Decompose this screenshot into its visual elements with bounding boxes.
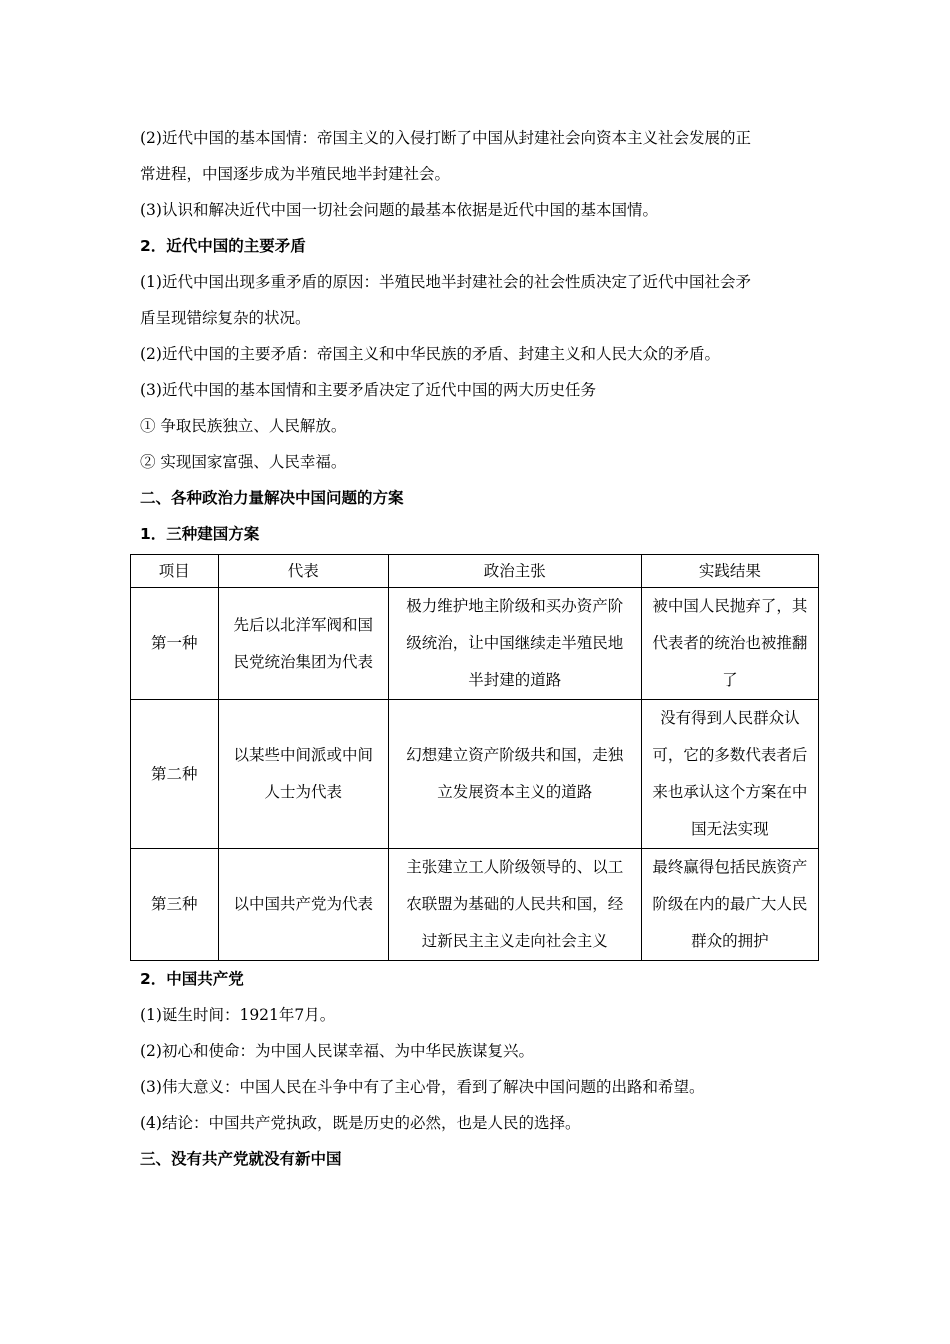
header-practice-result: 实践结果 bbox=[641, 555, 818, 588]
header-item: 项目 bbox=[131, 555, 219, 588]
contradiction-cause-line1: (1)近代中国出现多重矛盾的原因：半殖民地半封建社会的社会性质决定了近代中国社会矛 bbox=[140, 273, 751, 291]
cell-representative: 以某些中间派或中间人士为代表 bbox=[218, 700, 388, 849]
table-header-row bbox=[131, 555, 819, 588]
cell-political-claim: 幻想建立资产阶级共和国，走独立发展资本主义的道路 bbox=[388, 700, 641, 849]
contradiction-cause-line2: 盾呈现错综复杂的状况。 bbox=[140, 309, 311, 327]
cell-political-claim: 主张建立工人阶级领导的、以工农联盟为基础的人民共和国，经过新民主主义走向社会主义 bbox=[388, 849, 641, 961]
cell-practice-result: 被中国人民抛弃了，其代表者的统治也被推翻了 bbox=[641, 588, 818, 700]
table-row bbox=[131, 588, 819, 700]
cell-item: 第二种 bbox=[131, 700, 219, 849]
cpc-founding-time: (1)诞生时间：1921年7月。 bbox=[140, 1006, 336, 1024]
table-row bbox=[131, 700, 819, 849]
historical-task-2: ② 实现国家富强、人民幸福。 bbox=[140, 453, 347, 471]
nation-building-plans-table bbox=[130, 554, 819, 961]
cell-political-claim: 极力维护地主阶级和买办资产阶级统治，让中国继续走半殖民地半封建的道路 bbox=[388, 588, 641, 700]
document-page bbox=[140, 120, 820, 1177]
main-contradiction-heading: 2．近代中国的主要矛盾 bbox=[140, 237, 306, 255]
cell-item: 第三种 bbox=[131, 849, 219, 961]
part2-heading: 二、各种政治力量解决中国问题的方案 bbox=[140, 489, 404, 507]
cell-practice-result: 没有得到人民群众认可，它的多数代表者后来也承认这个方案在中国无法实现 bbox=[641, 700, 818, 849]
cell-item: 第一种 bbox=[131, 588, 219, 700]
cpc-conclusion: (4)结论：中国共产党执政，既是历史的必然，也是人民的选择。 bbox=[140, 1114, 581, 1132]
cpc-mission: (2)初心和使命：为中国人民谋幸福、为中华民族谋复兴。 bbox=[140, 1042, 534, 1060]
historical-task-1: ① 争取民族独立、人民解放。 bbox=[140, 417, 347, 435]
basic-condition-basis: (3)认识和解决近代中国一切社会问题的最基本依据是近代中国的基本国情。 bbox=[140, 201, 658, 219]
cell-representative: 以中国共产党为代表 bbox=[218, 849, 388, 961]
cpc-significance: (3)伟大意义：中国人民在斗争中有了主心骨，看到了解决中国问题的出路和希望。 bbox=[140, 1078, 705, 1096]
table-row bbox=[131, 849, 819, 961]
header-representative: 代表 bbox=[218, 555, 388, 588]
cell-representative: 先后以北洋军阀和国民党统治集团为代表 bbox=[218, 588, 388, 700]
basic-condition-line1: (2)近代中国的基本国情：帝国主义的入侵打断了中国从封建社会向资本主义社会发展的正 bbox=[140, 129, 751, 147]
historical-tasks-intro: (3)近代中国的基本国情和主要矛盾决定了近代中国的两大历史任务 bbox=[140, 381, 596, 399]
main-contradictions: (2)近代中国的主要矛盾：帝国主义和中华民族的矛盾、封建主义和人民大众的矛盾。 bbox=[140, 345, 720, 363]
basic-condition-line2: 常进程，中国逐步成为半殖民地半封建社会。 bbox=[140, 165, 451, 183]
header-political-claim: 政治主张 bbox=[388, 555, 641, 588]
cell-practice-result: 最终赢得包括民族资产阶级在内的最广大人民群众的拥护 bbox=[641, 849, 818, 961]
cpc-heading: 2．中国共产党 bbox=[140, 970, 244, 988]
three-plans-heading: 1．三种建国方案 bbox=[140, 525, 260, 543]
part3-heading: 三、没有共产党就没有新中国 bbox=[140, 1150, 342, 1168]
